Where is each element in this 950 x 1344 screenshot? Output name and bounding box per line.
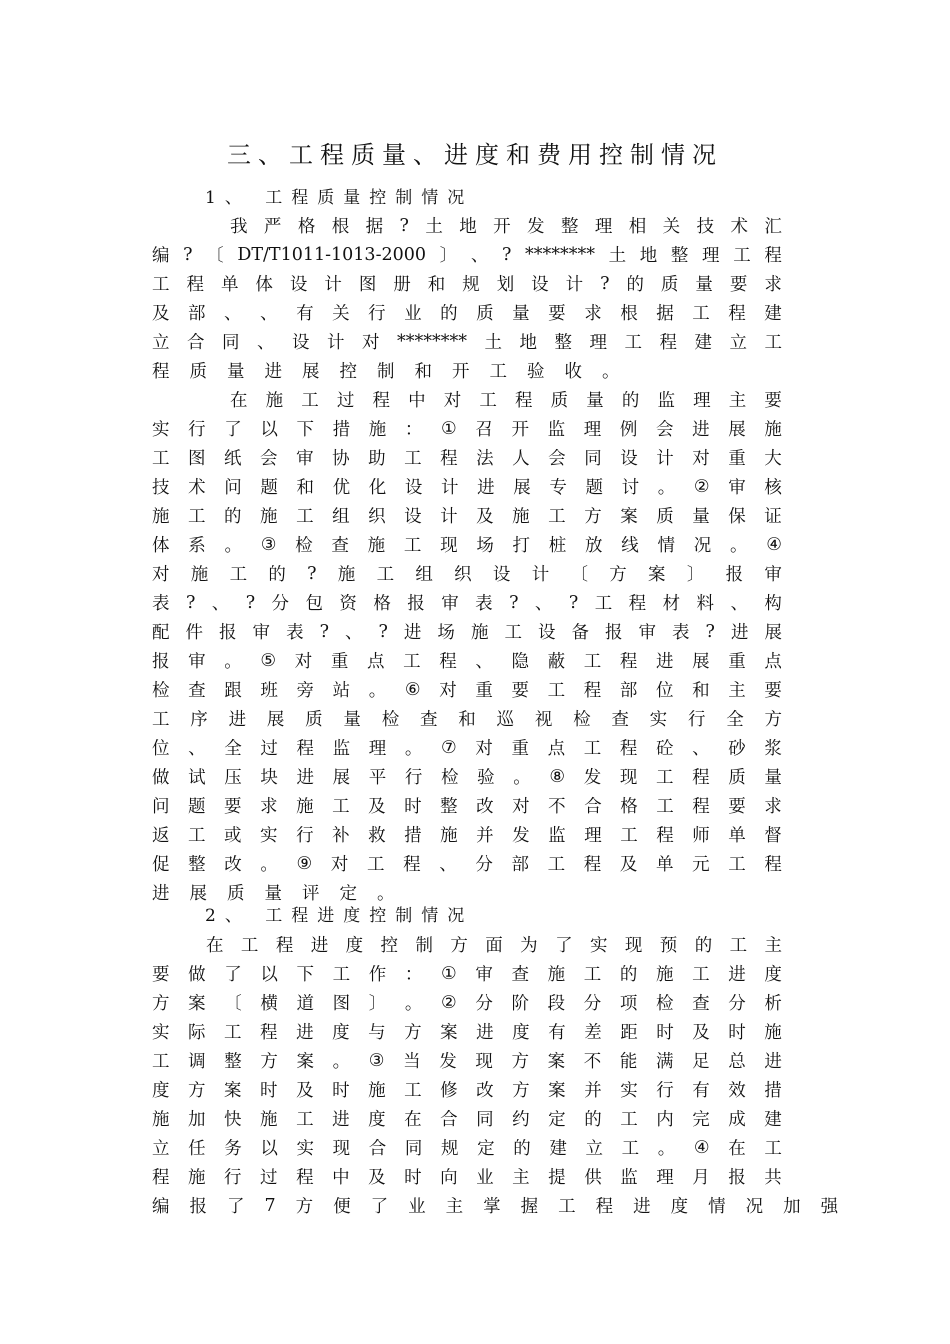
text-line: 度 方 案 时 及 时 施 工 修 改 方 案 并 实 行 有 效 措 — [152, 1081, 782, 1101]
section-2-heading: 2、 工程进度控制情况 — [205, 906, 474, 926]
text-line: 报 审 。 ⑤ 对 重 点 工 程 、 隐 蔽 工 程 进 展 重 点 — [152, 650, 782, 672]
text-line: 及 部 、 、 有 关 行 业 的 质 量 要 求 根 据 工 程 建 — [152, 304, 782, 324]
section-1-paragraph-2 — [152, 385, 782, 907]
text-line: 施 加 快 施 工 进 度 在 合 同 约 定 的 工 内 完 成 建 — [152, 1110, 782, 1130]
text-line: 促 整 改 。 ⑨ 对 工 程 、 分 部 工 程 及 单 元 工 程 — [152, 853, 782, 875]
text-line: 工 图 纸 会 审 协 助 工 程 法 人 会 同 设 计 对 重 大 — [152, 449, 782, 469]
text-line: 工 序 进 展 质 量 检 查 和 巡 视 检 查 实 行 全 方 — [152, 710, 782, 730]
text-line: 进 展 质 量 评 定 。 — [152, 884, 395, 904]
text-line: 工 调 整 方 案 。 ③ 当 发 现 方 案 不 能 满 足 总 进 — [152, 1050, 782, 1072]
text-line: 在 工 程 进 度 控 制 方 面 为 了 实 现 预 的 工 主 — [206, 936, 782, 956]
text-line: 施 工 的 施 工 组 织 设 计 及 施 工 方 案 质 量 保 证 — [152, 507, 782, 527]
text-line: 要 做 了 以 下 工 作 ： ① 审 查 施 工 的 施 工 进 度 — [152, 963, 782, 985]
text-line: 位 、 全 过 程 监 理 。 ⑦ 对 重 点 工 程 砼 、 砂 浆 — [152, 737, 782, 759]
text-line: 立 任 务 以 实 现 合 同 规 定 的 建 立 工 。 ④ 在 工 — [152, 1137, 782, 1159]
text-line: 立 合 同 、 设 计 对 ******** 土 地 整 理 工 程 建 立 工 — [152, 331, 782, 353]
section-2-paragraph — [152, 930, 839, 1220]
text-line: 检 查 跟 班 旁 站 。 ⑥ 对 重 要 工 程 部 位 和 主 要 — [152, 679, 782, 701]
text-line: 编 报 了 7 方 便 了 业 主 掌 握 工 程 进 度 情 况 加 强 — [152, 1195, 839, 1217]
section-1-paragraph-1 — [152, 211, 782, 385]
section-1-heading: 1、 工程质量控制情况 — [205, 188, 474, 208]
text-line: 技 术 问 题 和 优 化 设 计 进 展 专 题 讨 。 ② 审 核 — [152, 476, 782, 498]
text-line: 工 程 单 体 设 计 图 册 和 规 划 设 计 ? 的 质 量 要 求 — [152, 273, 782, 295]
text-line: 问 题 要 求 施 工 及 时 整 改 对 不 合 格 工 程 要 求 — [152, 797, 782, 817]
text-line: 对 施 工 的 ? 施 工 组 织 设 计 〔 方 案 〕 报 审 — [152, 563, 782, 585]
text-line: 程 质 量 进 展 控 制 和 开 工 验 收 。 — [152, 362, 620, 382]
text-line: 返 工 或 实 行 补 救 措 施 并 发 监 理 工 程 师 单 督 — [152, 826, 782, 846]
text-line: 体 系 。 ③ 检 查 施 工 现 场 打 桩 放 线 情 况 。 ④ — [152, 534, 782, 556]
text-line: 表 ? 、 ? 分 包 资 格 报 审 表 ? 、 ? 工 程 材 料 、 构 — [152, 592, 782, 614]
text-line: 做 试 压 块 进 展 平 行 检 验 。 ⑧ 发 现 工 程 质 量 — [152, 766, 782, 788]
text-line: 我 严 格 根 据 ? 土 地 开 发 整 理 相 关 技 术 汇 — [230, 215, 782, 237]
text-line: 程 施 行 过 程 中 及 时 向 业 主 提 供 监 理 月 报 共 — [152, 1168, 782, 1188]
page-title: 三、工程质量、进度和费用控制情况 — [227, 141, 723, 169]
text-line: 配 件 报 审 表 ? 、 ? 进 场 施 工 设 备 报 审 表 ? 进 展 — [152, 621, 782, 643]
text-line: 实 际 工 程 进 度 与 方 案 进 度 有 差 距 时 及 时 施 — [152, 1023, 782, 1043]
text-line: 在 施 工 过 程 中 对 工 程 质 量 的 监 理 主 要 — [230, 391, 782, 411]
text-line: 方 案 〔 横 道 图 〕 。 ② 分 阶 段 分 项 检 查 分 析 — [152, 992, 782, 1014]
text-line: 实 行 了 以 下 措 施 ： ① 召 开 监 理 例 会 进 展 施 — [152, 418, 782, 440]
text-line: 编 ? 〔 DT/T1011-1013-2000 〕 、 ? ******** 土 地 整 理 工 程 — [152, 244, 782, 266]
